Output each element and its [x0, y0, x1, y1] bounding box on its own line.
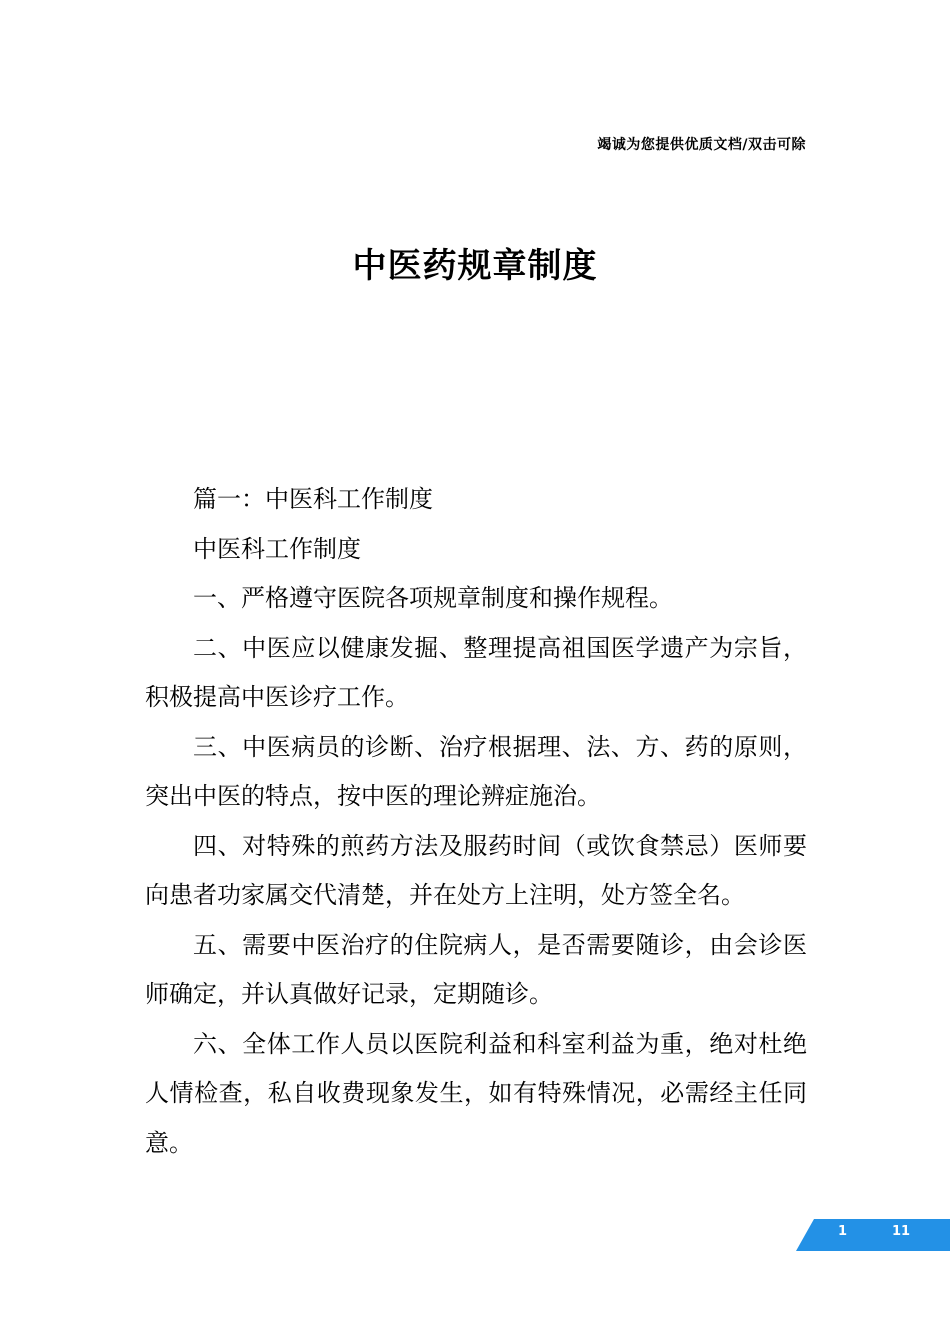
header-note: 竭诚为您提供优质文档/双击可除	[597, 137, 806, 153]
page-number-badge	[796, 1219, 950, 1251]
sub-heading: 中医科工作制度	[193, 534, 361, 563]
paragraph-5: 五、需要中医治疗的住院病人，是否需要随诊，由会诊医师确定，并认真做好记录，定期随诊。	[145, 930, 807, 1008]
document-title: 中医药规章制度	[352, 246, 598, 286]
document-body	[145, 475, 807, 1168]
paragraph-2: 二、中医应以健康发掘、整理提高祖国医学遗产为宗旨，积极提高中医诊疗工作。	[145, 633, 807, 711]
paragraph-3: 三、中医病员的诊断、治疗根据理、法、方、药的原则，突出中医的特点，按中医的理论辨症施治。	[145, 732, 807, 810]
page-number: 1	[838, 1224, 848, 1239]
total-pages: 11	[892, 1224, 911, 1239]
paragraph-6: 六、全体工作人员以医院利益和科室利益为重，绝对杜绝人情检查，私自收费现象发生，如有特殊情况，必需经主任同意。	[145, 1029, 807, 1157]
paragraph-1: 一、严格遵守医院各项规章制度和操作规程。	[193, 584, 673, 612]
paragraph-4: 四、对特殊的煎药方法及服药时间（或饮食禁忌）医师要向患者功家属交代清楚，并在处方上注明，处方签全名。	[145, 831, 807, 909]
section-heading: 篇一：中医科工作制度	[193, 485, 433, 513]
